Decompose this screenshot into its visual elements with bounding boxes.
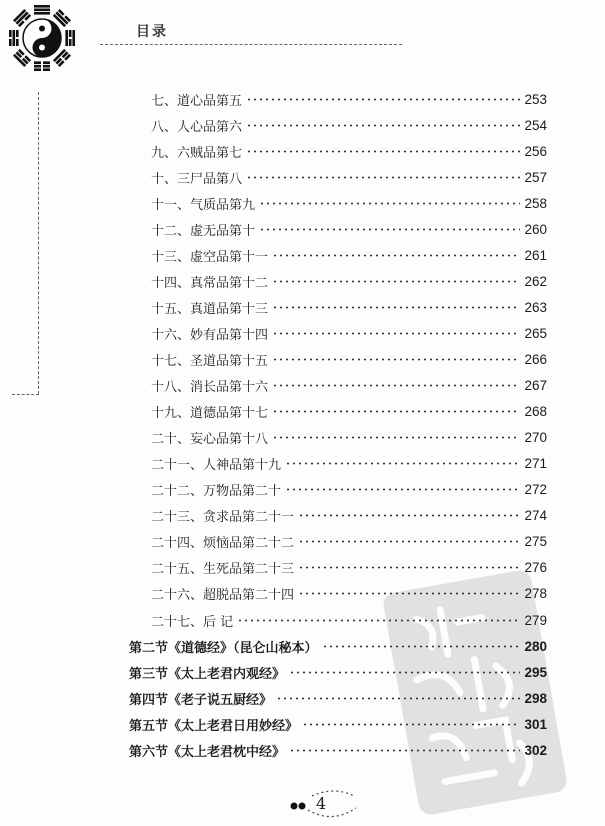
- toc-entry-title: 二十四、烦恼品第二十二: [151, 536, 295, 552]
- toc-item-row: [151, 349, 547, 371]
- toc-item-row: [151, 270, 547, 292]
- toc-entry-title: 二十三、贪求品第二十一: [151, 510, 295, 526]
- toc-page-number: 253: [524, 91, 547, 107]
- toc-item-row: [151, 479, 547, 501]
- toc-page-number: 271: [524, 456, 547, 472]
- toc-entry-title: 第三节《太上老君内观经》: [129, 666, 286, 682]
- toc-item-row: [151, 609, 547, 631]
- toc-page-number: 275: [524, 534, 547, 550]
- toc-page-number: 265: [524, 325, 547, 341]
- toc-entry-title: 第二节《道德经》（昆仑山秘本）: [129, 640, 318, 656]
- toc-leader-dots: [285, 488, 520, 491]
- toc-entry-title: 第四节《老子说五厨经》: [129, 692, 273, 708]
- toc-leader-dots: [272, 384, 520, 387]
- page-footer: [282, 788, 362, 820]
- toc-item-row: [151, 296, 547, 318]
- toc-page-number: 280: [524, 638, 547, 654]
- side-divider-horizontal: [12, 394, 39, 395]
- toc-entry-title: 二十一、人神品第十九: [151, 458, 282, 474]
- toc-item-row: [151, 427, 547, 449]
- toc-page-number: 302: [524, 742, 547, 758]
- toc-item-row: [151, 166, 547, 188]
- toc-leader-dots: [272, 358, 520, 361]
- toc-item-row: [151, 531, 547, 553]
- toc-item-row: [151, 505, 547, 527]
- toc-entry-title: 七、道心品第五: [151, 93, 243, 109]
- toc-leader-dots: [298, 514, 520, 517]
- toc-page-number: 298: [524, 690, 547, 706]
- toc-leader-dots: [246, 150, 520, 153]
- toc-page-number: 254: [524, 117, 547, 133]
- toc-leader-dots: [276, 697, 520, 700]
- toc-entry-title: 二十、妄心品第十八: [151, 432, 269, 448]
- toc-leader-dots: [272, 410, 520, 413]
- toc-page-number: 279: [524, 612, 547, 628]
- toc-leader-dots: [285, 462, 520, 465]
- toc-leader-dots: [298, 566, 520, 569]
- toc-leader-dots: [322, 645, 521, 648]
- toc-page-number: 276: [524, 560, 547, 576]
- toc-entry-title: 二十七、后 记: [151, 614, 234, 630]
- toc-leader-dots: [272, 332, 520, 335]
- toc-item-row: [151, 375, 547, 397]
- toc-entry-title: 十二、虚无品第十: [151, 223, 256, 239]
- toc-entry-title: 第六节《太上老君枕中经》: [129, 744, 286, 760]
- toc-item-row: [151, 88, 547, 110]
- toc-page-number: 262: [524, 273, 547, 289]
- toc-item-row: [151, 401, 547, 423]
- toc-leader-dots: [289, 671, 520, 674]
- toc-leader-dots: [272, 280, 520, 283]
- toc-leader-dots: [259, 202, 520, 205]
- toc-item-row: [151, 557, 547, 579]
- toc-page-number: 295: [524, 664, 547, 680]
- toc-leader-dots: [289, 749, 520, 752]
- toc-page-number: 301: [524, 716, 547, 732]
- toc-page-number: 263: [524, 299, 547, 315]
- toc-item-row: [151, 140, 547, 162]
- toc-section-row: [129, 739, 547, 761]
- toc-entry-title: 九、六贼品第七: [151, 145, 243, 161]
- toc-page-number: 256: [524, 143, 547, 159]
- toc-leader-dots: [246, 124, 520, 127]
- toc-leader-dots: [237, 619, 520, 622]
- toc-entry-title: 十六、妙有品第十四: [151, 327, 269, 343]
- toc-entry-title: 二十五、生死品第二十三: [151, 562, 295, 578]
- toc-page-number: 270: [524, 430, 547, 446]
- toc-page-number: 260: [524, 221, 547, 237]
- toc-entry-title: 二十二、万物品第二十: [151, 484, 282, 500]
- toc-entry-title: 十五、真道品第十三: [151, 301, 269, 317]
- toc-entry-title: 二十六、超脱品第二十四: [151, 588, 295, 604]
- toc-item-row: [151, 244, 547, 266]
- toc-entry-title: 八、人心品第六: [151, 119, 243, 135]
- toc-leader-dots: [298, 540, 520, 543]
- toc-entry-title: 十一、气质品第九: [151, 197, 256, 213]
- toc-page-number: 257: [524, 169, 547, 185]
- toc-leader-dots: [298, 592, 520, 595]
- toc-leader-dots: [272, 306, 520, 309]
- toc-leader-dots: [246, 98, 520, 101]
- toc-leader-dots: [246, 176, 520, 179]
- toc-page-number: 272: [524, 482, 547, 498]
- toc-entry-title: 十、三尸品第八: [151, 171, 243, 187]
- toc-item-row: [151, 192, 547, 214]
- toc-leader-dots: [272, 436, 520, 439]
- toc-entry-title: 十四、真常品第十二: [151, 275, 269, 291]
- toc-leader-dots: [302, 723, 520, 726]
- toc-entry-title: 十三、虚空品第十一: [151, 249, 269, 265]
- toc-leader-dots: [272, 254, 520, 257]
- toc-page-number: 274: [524, 508, 547, 524]
- toc-item-row: [151, 583, 547, 605]
- header-divider: [100, 44, 402, 45]
- toc-page-number: 267: [524, 378, 547, 394]
- toc-page-number: 258: [524, 195, 547, 211]
- toc-entry-title: 十七、圣道品第十五: [151, 354, 269, 369]
- toc-leader-dots: [259, 228, 520, 231]
- toc-item-row: [151, 114, 547, 136]
- toc-entry-title: 第五节《太上老君日用妙经》: [129, 718, 299, 734]
- toc-item-row: [151, 218, 547, 240]
- toc-entry-title: 十八、消长品第十六: [151, 380, 269, 396]
- toc-item-row: [151, 322, 547, 344]
- toc-page-number: 261: [524, 247, 547, 263]
- toc-page-number: 268: [524, 404, 547, 420]
- page-header-title: 目录: [136, 24, 168, 40]
- side-divider-vertical: [38, 92, 39, 394]
- toc-section-row: [129, 687, 547, 709]
- toc-item-row: [151, 453, 547, 475]
- toc-section-row: [129, 661, 547, 683]
- toc-section-row: [129, 713, 547, 735]
- toc-page-number: 266: [524, 352, 547, 367]
- yin-yang-bagua-icon: [6, 2, 78, 74]
- toc-section-row: [129, 635, 547, 657]
- toc-entry-title: 十九、道德品第十七: [151, 406, 269, 422]
- toc-page-number: 278: [524, 586, 547, 602]
- page-number: 4: [316, 794, 327, 813]
